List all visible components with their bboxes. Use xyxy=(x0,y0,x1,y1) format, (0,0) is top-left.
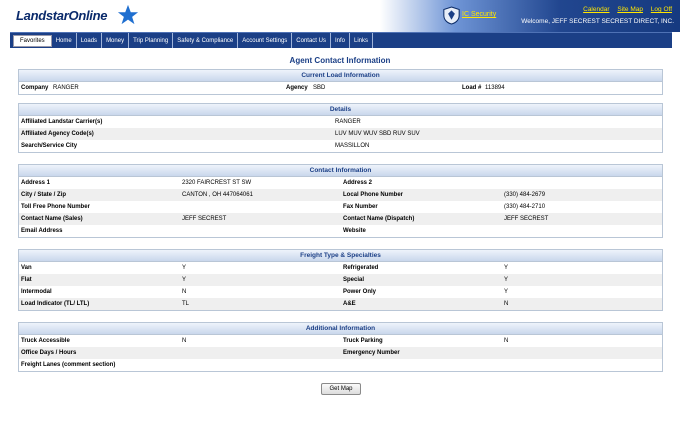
field-value: Y xyxy=(504,265,509,271)
site-map-link[interactable]: Site Map xyxy=(617,6,643,13)
section-heading: Contact Information xyxy=(19,165,662,177)
table-row xyxy=(19,286,662,298)
table-row xyxy=(19,274,662,286)
shield-badge-icon xyxy=(443,6,460,25)
app-header xyxy=(0,0,680,32)
security-link[interactable]: IC Security xyxy=(462,11,497,18)
field-label: Address 2 xyxy=(343,180,373,186)
field-label: Website xyxy=(343,228,366,234)
section-heading: Freight Type & Specialties xyxy=(19,250,662,262)
detail-label: Search/Service City xyxy=(21,143,78,149)
field-label: Special xyxy=(343,277,365,283)
field-label: Flat xyxy=(21,277,32,283)
detail-label: Affiliated Landstar Carrier(s) xyxy=(21,119,103,125)
main-nav xyxy=(10,32,672,48)
field-label: Emergency Number xyxy=(343,350,400,356)
nav-home[interactable]: Home xyxy=(52,33,77,48)
section-heading: Additional Information xyxy=(19,323,662,335)
field-label: Contact Name (Sales) xyxy=(21,216,83,222)
field-label: Freight Lanes (comment section) xyxy=(21,362,116,368)
nav-contact-us[interactable]: Contact Us xyxy=(292,33,331,48)
additional-section xyxy=(18,322,663,372)
field-label: Power Only xyxy=(343,289,377,295)
field-value: N xyxy=(504,338,509,344)
nav-account-settings[interactable]: Account Settings xyxy=(238,33,292,48)
field-value: N xyxy=(504,301,509,307)
details-section xyxy=(18,103,663,153)
field-label: Load Indicator (TL/ LTL) xyxy=(21,301,90,307)
field-label: Office Days / Hours xyxy=(21,350,77,356)
agency-value: SBD xyxy=(313,85,326,91)
detail-label: Affiliated Agency Code(s) xyxy=(21,131,94,137)
table-row xyxy=(19,128,662,140)
field-value: N xyxy=(182,289,187,295)
field-label: Toll Free Phone Number xyxy=(21,204,90,210)
company-value: RANGER xyxy=(53,85,79,91)
calendar-link[interactable]: Calendar xyxy=(583,6,610,13)
field-label: City / State / Zip xyxy=(21,192,67,198)
get-map-button[interactable]: Get Map xyxy=(321,383,361,395)
field-value: Y xyxy=(504,277,509,283)
field-value: N xyxy=(182,338,187,344)
nav-loads[interactable]: Loads xyxy=(77,33,102,48)
top-links xyxy=(577,6,672,13)
field-label: Refrigerated xyxy=(343,265,379,271)
field-label: Truck Parking xyxy=(343,338,383,344)
field-value: (330) 484-2710 xyxy=(504,204,546,210)
field-label: Intermodal xyxy=(21,289,52,295)
table-row xyxy=(19,262,662,274)
field-value: Y xyxy=(182,265,187,271)
nav-safety-compliance[interactable]: Safety & Compliance xyxy=(173,33,238,48)
detail-value: LUV MUV WUV SBD RUV SUV xyxy=(335,131,420,137)
nav-trip-planning[interactable]: Trip Planning xyxy=(129,33,173,48)
contact-section xyxy=(18,164,663,238)
company-label: Company xyxy=(21,85,49,91)
table-row xyxy=(19,225,662,237)
field-value: JEFF SECREST xyxy=(504,216,549,222)
field-label: Contact Name (Dispatch) xyxy=(343,216,415,222)
freight-section xyxy=(18,249,663,311)
field-label: Address 1 xyxy=(21,180,51,186)
field-value: (330) 484-2679 xyxy=(504,192,546,198)
detail-value: MASSILLON xyxy=(335,143,370,149)
landstar-logo[interactable]: LandstarOnline xyxy=(16,8,108,23)
field-value: CANTON , OH 447064061 xyxy=(182,192,253,198)
current-load-section xyxy=(18,69,663,95)
field-label: Local Phone Number xyxy=(343,192,404,198)
star-icon xyxy=(117,4,139,26)
table-row xyxy=(19,140,662,152)
field-value: Y xyxy=(182,277,187,283)
welcome-text: Welcome, JEFF SECREST SECREST DIRECT, INC. xyxy=(521,18,674,25)
load-row xyxy=(19,82,662,94)
nav-links[interactable]: Links xyxy=(350,33,373,48)
table-row xyxy=(19,347,662,359)
table-row xyxy=(19,177,662,189)
table-row xyxy=(19,189,662,201)
field-value: 2320 FAIRCREST ST SW xyxy=(182,180,252,186)
field-label: Van xyxy=(21,265,32,271)
table-row xyxy=(19,201,662,213)
field-label: Truck Accessible xyxy=(21,338,70,344)
load-number-label: Load # xyxy=(462,85,482,91)
nav-money[interactable]: Money xyxy=(102,33,129,48)
table-row xyxy=(19,359,662,371)
section-heading: Current Load Information xyxy=(19,70,662,82)
table-row xyxy=(19,335,662,347)
field-label: Email Address xyxy=(21,228,63,234)
table-row xyxy=(19,298,662,310)
page-title: Agent Contact Information xyxy=(289,56,391,65)
field-value: TL xyxy=(182,301,190,307)
table-row xyxy=(19,213,662,225)
nav-info[interactable]: Info xyxy=(331,33,350,48)
nav-favorites[interactable]: Favorites xyxy=(13,35,52,47)
log-off-link[interactable]: Log Off xyxy=(650,6,672,13)
detail-value: RANGER xyxy=(335,119,361,125)
field-label: Fax Number xyxy=(343,204,378,210)
field-value: Y xyxy=(504,289,509,295)
section-heading: Details xyxy=(19,104,662,116)
field-label: A&E xyxy=(343,301,356,307)
agency-label: Agency xyxy=(286,85,308,91)
load-number-value: 113894 xyxy=(485,85,505,91)
header-banner xyxy=(380,0,680,32)
table-row xyxy=(19,116,662,128)
field-value: JEFF SECREST xyxy=(182,216,227,222)
